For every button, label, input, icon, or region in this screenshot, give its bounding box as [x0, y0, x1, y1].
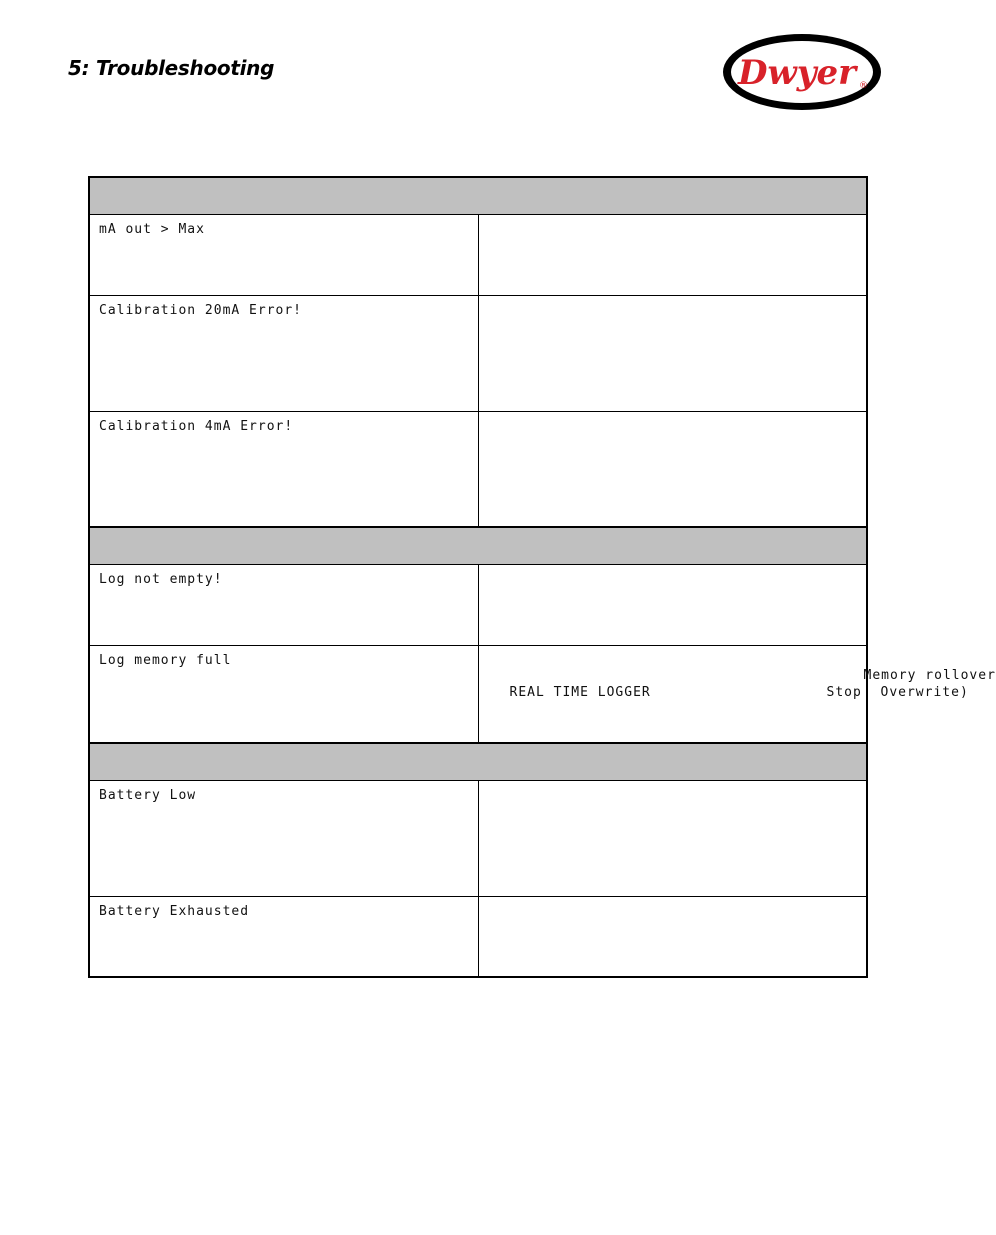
group-header-cell — [89, 527, 867, 565]
group-header-row — [89, 177, 867, 215]
logo-registered-mark: ® — [859, 81, 868, 91]
group-header-row — [89, 743, 867, 781]
table-row — [89, 215, 867, 296]
description-cell — [478, 215, 867, 296]
table-row — [89, 564, 867, 645]
table-row — [89, 781, 867, 897]
description-cell — [478, 564, 867, 645]
message-cell: Log memory full — [89, 645, 478, 743]
troubleshooting-table — [88, 176, 996, 978]
overwrite-text: Overwrite) — [880, 684, 969, 700]
message-cell: Battery Low — [89, 781, 478, 897]
group-header-cell — [89, 177, 867, 215]
description-cell — [478, 645, 996, 743]
logo-wordmark: Dwyer — [737, 53, 857, 93]
message-cell: mA out > Max — [89, 215, 478, 296]
message-cell: Calibration 20mA Error! — [89, 296, 478, 412]
dwyer-logo — [719, 30, 885, 114]
group-header-cell — [89, 743, 867, 781]
memory-rollover-text: Memory rollover — [863, 667, 996, 683]
real-time-logger-text: REAL TIME LOGGER — [509, 684, 651, 700]
message-cell: Log not empty! — [89, 564, 478, 645]
table-row — [89, 296, 867, 412]
description-cell — [478, 781, 867, 897]
description-cell — [478, 296, 867, 412]
message-cell: Calibration 4mA Error! — [89, 412, 478, 527]
section-title: 5: Troubleshooting — [68, 56, 275, 80]
table-row — [89, 645, 867, 743]
table-row — [89, 412, 867, 527]
description-cell — [478, 897, 867, 977]
table-row — [89, 897, 867, 977]
message-cell: Battery Exhausted — [89, 897, 478, 977]
stop-text: Stop — [826, 684, 862, 700]
group-header-row — [89, 527, 867, 565]
description-cell — [478, 412, 867, 527]
